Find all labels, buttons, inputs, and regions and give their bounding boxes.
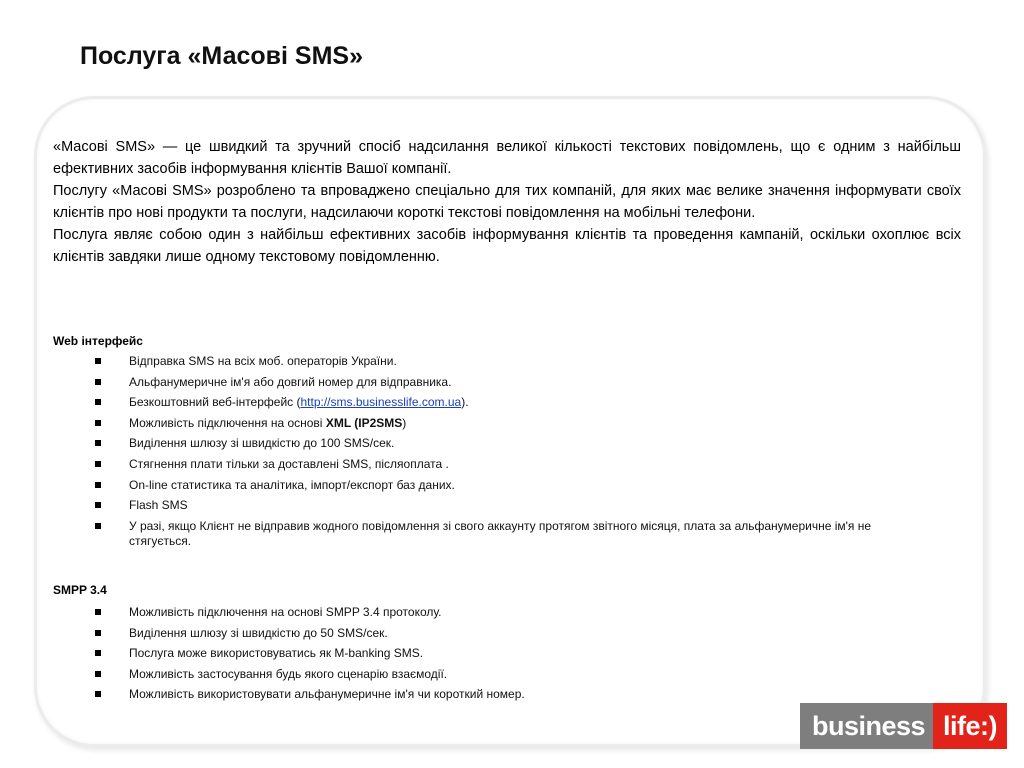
logo-life: life:) bbox=[933, 703, 1007, 749]
list-item: Виділення шлюзу зі швидкістю до 50 SMS/сек. bbox=[95, 626, 875, 641]
bullet-square-icon bbox=[95, 379, 101, 385]
bullet-square-icon bbox=[95, 691, 101, 697]
bullet-square-icon bbox=[95, 671, 101, 677]
list-item: Альфанумеричне ім'я або довгий номер для відправника. bbox=[95, 375, 875, 390]
list-item: Можливість застосування будь якого сценарію взаємодії. bbox=[95, 667, 875, 682]
list-item: Можливість використовувати альфанумеричне ім'я чи короткий номер. bbox=[95, 687, 875, 702]
list-item: Послуга може використовуватись як M-banking SMS. bbox=[95, 646, 875, 661]
bullet-square-icon bbox=[95, 482, 101, 488]
logo-business: business bbox=[800, 703, 933, 749]
web-features-list bbox=[95, 354, 875, 554]
list-item: Безкоштовний веб-інтерфейс (http://sms.businesslife.com.ua). bbox=[95, 395, 875, 410]
bullet-square-icon bbox=[95, 523, 101, 529]
list-item: Можливість підключення на основі XML (IP2SMS) bbox=[95, 416, 875, 431]
intro-paragraph-3: Послуга являє собою один з найбільш ефективних засобів інформування клієнтів та проведення кампаній, оскільки охоплює всіх клієнтів завдяки лише одному текстовому повідомленню. bbox=[53, 227, 961, 265]
list-item: Flash SMS bbox=[95, 498, 875, 513]
bullet-square-icon bbox=[95, 420, 101, 426]
bullet-square-icon bbox=[95, 650, 101, 656]
list-item: Відправка SMS на всіх моб. операторів України. bbox=[95, 354, 875, 369]
list-item: Можливість підключення на основі SMPP 3.4 протоколу. bbox=[95, 605, 875, 620]
intro-text bbox=[53, 136, 961, 268]
bullet-square-icon bbox=[95, 358, 101, 364]
bullet-square-icon bbox=[95, 502, 101, 508]
bullet-square-icon bbox=[95, 630, 101, 636]
web-heading: Web інтерфейс bbox=[53, 334, 143, 348]
page-title: Послуга «Масові SMS» bbox=[80, 42, 363, 70]
intro-paragraph-1: «Масові SMS» — це швидкий та зручний спосіб надсилання великої кількості текстових повідомлень, що є одним з найбільш ефективних засобів інформування клієнтів Вашої компанії. bbox=[53, 139, 961, 177]
business-life-logo bbox=[800, 703, 1000, 749]
bullet-square-icon bbox=[95, 440, 101, 446]
list-item: У разі, якщо Клієнт не відправив жодного повідомлення зі свого аккаунту протягом звітного місяця, плата за альфанумеричне ім'я не стягується. bbox=[95, 519, 875, 549]
bullet-square-icon bbox=[95, 609, 101, 615]
list-item: On-line статистика та аналітика, імпорт/експорт баз даних. bbox=[95, 478, 875, 493]
intro-paragraph-2: Послугу «Масові SMS» розроблено та впроваджено спеціально для тих компаній, для яких має велике значення інформувати своїх клієнтів про нові продукти та послуги, надсилаючи короткі текстові повідомлення на мобільні телефони. bbox=[53, 183, 961, 221]
smpp-heading: SMPP 3.4 bbox=[53, 583, 107, 597]
bullet-square-icon bbox=[95, 399, 101, 405]
list-item: Стягнення плати тільки за доставлені SMS, післяоплата . bbox=[95, 457, 875, 472]
bullet-square-icon bbox=[95, 461, 101, 467]
list-item: Виділення шлюзу зі швидкістю до 100 SMS/сек. bbox=[95, 436, 875, 451]
smpp-features-list bbox=[95, 605, 875, 708]
web-interface-link[interactable]: http://sms.businesslife.com.ua bbox=[300, 395, 462, 410]
